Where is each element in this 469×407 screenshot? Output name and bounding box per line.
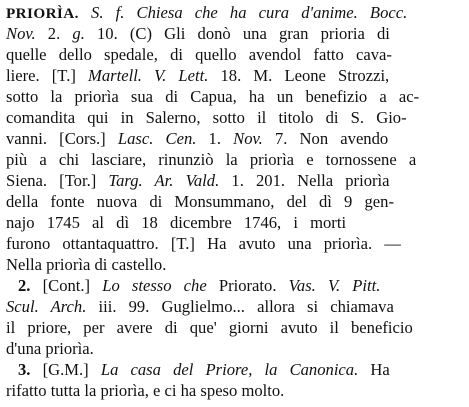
entry-line — [6, 320, 413, 337]
entry-line — [6, 299, 394, 316]
entry-text: liere. [T.] — [6, 66, 89, 85]
entry-line — [18, 278, 380, 295]
entry-text: quelle dello spedale, di quello avendol fatto cava- — [6, 45, 392, 64]
entry-text: 2. — [35, 24, 73, 43]
entry-text: furono ottantaquattro. [T.] Ha avuto una priorìa. — — [6, 234, 401, 253]
entry-text: della fonte nuova di Monsummano, del dì 9 gen- — [6, 192, 394, 211]
headword: PRIORÌA. — [6, 5, 92, 22]
entry-line — [6, 215, 346, 232]
entry-text: il priore, per avere di que' giorni avuto il beneficio — [6, 318, 413, 337]
entry-text: [Cont.] — [42, 276, 103, 295]
entry-line — [6, 152, 416, 169]
entry-text: d'una priorìa. — [6, 339, 94, 358]
citation-italic: g. — [72, 24, 85, 43]
entry-text: 1. — [196, 129, 234, 148]
citation-italic: Nov. — [233, 129, 263, 148]
entry-line — [6, 26, 390, 43]
citation-italic: Targ. Ar. Vald. — [108, 171, 220, 190]
entry-line — [6, 341, 94, 358]
citation-italic: Lasc. Cen. — [117, 129, 197, 148]
entry-text: najo 1745 al dì 18 dicembre 1746, i morti — [6, 213, 347, 232]
entry-line — [6, 68, 389, 85]
entry-text: Siena. [Tor.] — [6, 171, 109, 190]
entry-line — [18, 362, 390, 379]
entry-line — [6, 89, 419, 106]
entry-text: 1. 201. Nella priorìa — [219, 171, 390, 190]
entry-line — [6, 257, 166, 274]
citation-italic: Scul. Arch. — [6, 297, 87, 316]
entry-line — [6, 383, 284, 400]
entry-line — [6, 5, 407, 22]
citation-italic: S. f. Chiesa che ha cura d'anime. Bocc. — [91, 3, 408, 22]
sense-number: 2. — [18, 276, 43, 295]
entry-line — [6, 110, 407, 127]
entry-text: iii. 99. Guglielmo... allora si chiamava — [86, 297, 394, 316]
entry-line — [6, 47, 392, 64]
entry-text: rifatto tutta la priorìa, e ci ha speso molto. — [6, 381, 285, 400]
entry-text: [G.M.] — [42, 360, 101, 379]
entry-line — [6, 194, 394, 211]
entry-text: Priorato. — [206, 276, 289, 295]
entry-line — [6, 131, 388, 148]
citation-italic: La casa del Priore, la Canonica. — [100, 360, 359, 379]
entry-text: Ha — [358, 360, 390, 379]
citation-italic: Vas. V. Pitt. — [288, 276, 381, 295]
entry-text: 7. Non avendo — [262, 129, 389, 148]
citation-italic: Nov. — [6, 24, 36, 43]
entry-text: sotto la priorìa sua di Capua, ha un benefizio a ac- — [6, 87, 420, 106]
entry-line — [6, 173, 390, 190]
entry-text: 18. M. Leone Strozzi, — [208, 66, 390, 85]
entry-text: Nella priorìa di castello. — [6, 255, 167, 274]
entry-text: vanni. [Cors.] — [6, 129, 118, 148]
citation-italic: Lo stesso che — [102, 276, 207, 295]
sense-number: 3. — [18, 360, 43, 379]
entry-text: comandita qui in Salerno, sotto il titolo di S. Gio- — [6, 108, 407, 127]
citation-italic: Martell. V. Lett. — [88, 66, 209, 85]
entry-line — [6, 236, 401, 253]
entry-text: più a chi lasciare, rinunziò la priorìa e tornossene a — [6, 150, 417, 169]
entry-text: 10. (C) Gli donò una gran prioria di — [84, 24, 390, 43]
